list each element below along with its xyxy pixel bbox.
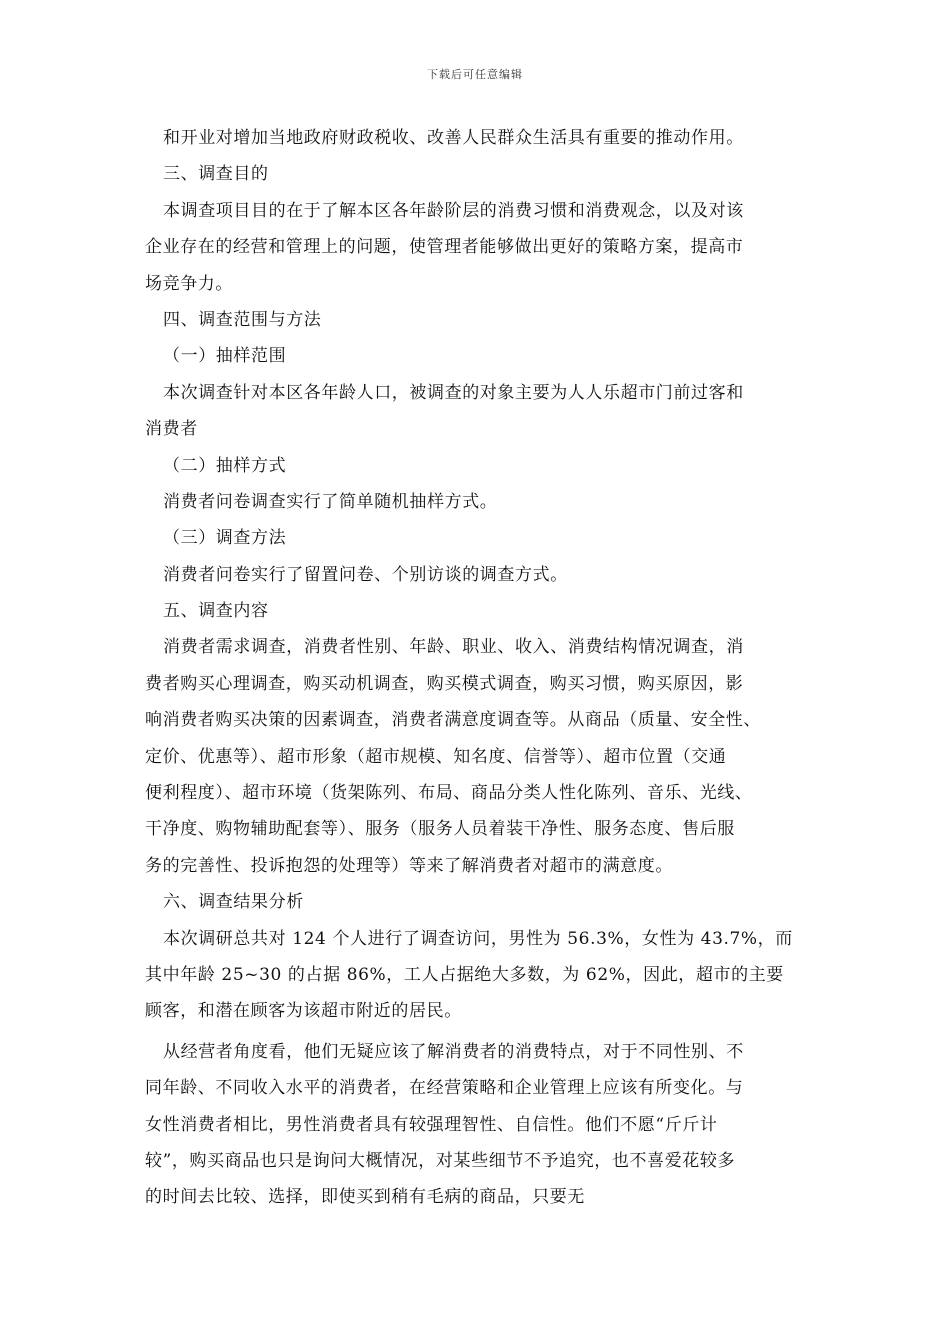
text-line: 企业存在的经营和管理上的问题，使管理者能够做出更好的策略方案，提高市 <box>145 237 744 258</box>
text-line: 其中年龄 25~30 的占据 86%，工人占据绝大多数，为 62%，因此，超市的主要 <box>145 964 784 985</box>
text-line: 消费者需求调查，消费者性别、年龄、职业、收入、消费结构情况调查，消 <box>163 637 744 658</box>
section-heading: 五、调查内容 <box>163 601 269 622</box>
subsection-heading: （一）抽样范围 <box>163 346 287 367</box>
text-line: 费者购买心理调查，购买动机调查，购买模式调查，购买习惯，购买原因，影 <box>145 673 744 694</box>
text-line: 女性消费者相比，男性消费者具有较强理智性、自信性。他们不愿“斤斤计 <box>145 1114 718 1135</box>
text-line: 从经营者角度看，他们无疑应该了解消费者的消费特点，对于不同性别、不 <box>163 1041 744 1062</box>
text-line: 务的完善性、投诉抱怨的处理等）等来了解消费者对超市的满意度。 <box>145 855 673 876</box>
text-line: 本次调研总共对 124 个人进行了调查访问，男性为 56.3%，女性为 43.7%，而 <box>163 928 793 949</box>
text-line: 消费者问卷调查实行了简单随机抽样方式。 <box>163 491 498 512</box>
text-line: 同年龄、不同收入水平的消费者，在经营策略和企业管理上应该有所变化。与 <box>145 1078 744 1099</box>
text-line: 较”，购买商品也只是询问大概情况，对某些细节不予追究，也不喜爱花较多 <box>145 1150 736 1171</box>
section-heading: 四、调查范围与方法 <box>163 309 322 330</box>
text-line: 本次调查针对本区各年龄人口，被调查的对象主要为人人乐超市门前过客和 <box>163 382 744 403</box>
text-line: 消费者 <box>145 419 198 440</box>
text-line: 场竞争力。 <box>145 273 233 294</box>
text-line: 响消费者购买决策的因素调查，消费者满意度调查等。从商品（质量、安全性、 <box>145 710 761 731</box>
section-heading: 六、调查结果分析 <box>163 892 304 913</box>
text-line: 的时间去比较、选择，即使买到稍有毛病的商品，只要无 <box>145 1187 585 1208</box>
document-body <box>145 120 817 1216</box>
text-line: 干净度、购物辅助配套等）、服务（服务人员着装干净性、服务态度、售后服 <box>145 819 735 840</box>
text-line: 本调查项目目的在于了解本区各年龄阶层的消费习惯和消费观念，以及对该 <box>163 200 744 221</box>
text-line: 消费者问卷实行了留置问卷、个别访谈的调查方式。 <box>163 564 568 585</box>
text-line: 便利程度）、超市环境（货架陈列、布局、商品分类人性化陈列、音乐、光线、 <box>145 783 753 804</box>
section-heading: 三、调查目的 <box>163 164 269 185</box>
subsection-heading: （二）抽样方式 <box>163 455 287 476</box>
text-line: 定价、优惠等）、超市形象（超市规模、知名度、信誉等）、超市位置（交通 <box>145 746 727 767</box>
page-header: 下载后可任意编辑 <box>427 68 523 81</box>
subsection-heading: （三）调查方法 <box>163 528 287 549</box>
text-line: 和开业对增加当地政府财政税收、改善人民群众生活具有重要的推动作用。 <box>163 128 744 148</box>
text-line: 顾客，和潜在顾客为该超市附近的居民。 <box>145 1001 462 1022</box>
